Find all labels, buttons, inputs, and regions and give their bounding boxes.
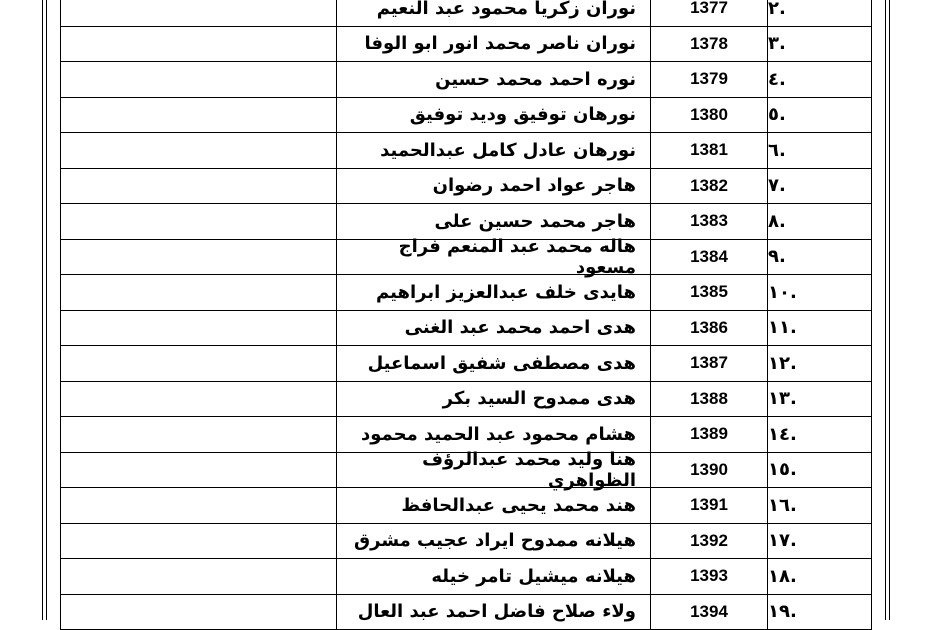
row-index: .١٧ (768, 524, 871, 559)
student-code: 1380 (650, 98, 768, 133)
row-index: .١٣ (768, 382, 871, 417)
row-index: .٩ (768, 240, 871, 275)
table-row (61, 382, 871, 418)
empty-cell (61, 133, 336, 168)
student-name: هاجر عواد احمد رضوان (336, 169, 650, 204)
empty-cell (61, 275, 336, 310)
empty-cell (61, 417, 336, 452)
row-index: .١٦ (768, 488, 871, 523)
students-table (60, 0, 872, 630)
table-row (61, 488, 871, 524)
empty-cell (61, 240, 336, 275)
table-row (61, 559, 871, 595)
student-code: 1383 (650, 204, 768, 239)
page-border-left (42, 0, 47, 620)
student-name: هاله محمد عبد المنعم فراج مسعود (336, 240, 650, 275)
student-name: هند محمد يحيى عبدالحافظ (336, 488, 650, 523)
student-name: هيلانه ممدوح ايراد عجيب مشرق (336, 524, 650, 559)
empty-cell (61, 595, 336, 630)
student-code: 1394 (650, 595, 768, 630)
student-code: 1378 (650, 27, 768, 62)
student-code: 1382 (650, 169, 768, 204)
student-name: نوره احمد محمد حسين (336, 62, 650, 97)
empty-cell (61, 169, 336, 204)
student-code: 1377 (650, 0, 768, 26)
student-code: 1391 (650, 488, 768, 523)
student-name: نورهان توفيق وديد توفيق (336, 98, 650, 133)
table-row (61, 169, 871, 205)
empty-cell (61, 559, 336, 594)
row-index: .٥ (768, 98, 871, 133)
empty-cell (61, 98, 336, 133)
row-index: .١٠ (768, 275, 871, 310)
empty-cell (61, 27, 336, 62)
row-index: .١٥ (768, 453, 871, 488)
student-code: 1392 (650, 524, 768, 559)
row-index: .١٤ (768, 417, 871, 452)
student-code: 1381 (650, 133, 768, 168)
table-row (61, 98, 871, 134)
student-name: نورهان عادل كامل عبدالحميد (336, 133, 650, 168)
empty-cell (61, 488, 336, 523)
empty-cell (61, 382, 336, 417)
table-row (61, 133, 871, 169)
row-index: .١٨ (768, 559, 871, 594)
student-code: 1386 (650, 311, 768, 346)
student-name: هدى ممدوح السيد بكر (336, 382, 650, 417)
table-row (61, 311, 871, 347)
student-name: هنا وليد محمد عبدالرؤف الظواهري (336, 453, 650, 488)
student-code: 1385 (650, 275, 768, 310)
empty-cell (61, 453, 336, 488)
row-index: .١٩ (768, 595, 871, 630)
student-name: هشام محمود عبد الحميد محمود (336, 417, 650, 452)
table-row (61, 524, 871, 560)
empty-cell (61, 311, 336, 346)
table-row (61, 417, 871, 453)
table-row (61, 62, 871, 98)
table-row (61, 275, 871, 311)
row-index: .٢ (768, 0, 871, 26)
student-name: هدى احمد محمد عبد الغنى (336, 311, 650, 346)
row-index: .١١ (768, 311, 871, 346)
table-row (61, 204, 871, 240)
student-code: 1389 (650, 417, 768, 452)
row-index: .٤ (768, 62, 871, 97)
row-index: .١٢ (768, 346, 871, 381)
page-border-right (885, 0, 890, 620)
student-name: ولاء صلاح فاضل احمد عبد العال (336, 595, 650, 630)
table-row (61, 27, 871, 63)
student-code: 1393 (650, 559, 768, 594)
row-index: .٧ (768, 169, 871, 204)
empty-cell (61, 204, 336, 239)
student-code: 1384 (650, 240, 768, 275)
row-index: .٦ (768, 133, 871, 168)
student-code: 1387 (650, 346, 768, 381)
table-row (61, 346, 871, 382)
student-name: هاجر محمد حسين على (336, 204, 650, 239)
empty-cell (61, 62, 336, 97)
student-name: نوران ناصر محمد انور ابو الوفا (336, 27, 650, 62)
empty-cell (61, 0, 336, 26)
empty-cell (61, 346, 336, 381)
student-name: هيلانه ميشيل تامر خيله (336, 559, 650, 594)
table-row (61, 453, 871, 489)
row-index: .٣ (768, 27, 871, 62)
table-row (61, 240, 871, 276)
student-name: نوران زكريا محمود عبد النعيم (336, 0, 650, 26)
student-name: هدى مصطفى شفيق اسماعيل (336, 346, 650, 381)
student-code: 1379 (650, 62, 768, 97)
row-index: .٨ (768, 204, 871, 239)
table-row (61, 595, 871, 630)
student-name: هايدى خلف عبدالعزيز ابراهيم (336, 275, 650, 310)
student-code: 1390 (650, 453, 768, 488)
student-code: 1388 (650, 382, 768, 417)
empty-cell (61, 524, 336, 559)
table-row (61, 0, 871, 27)
